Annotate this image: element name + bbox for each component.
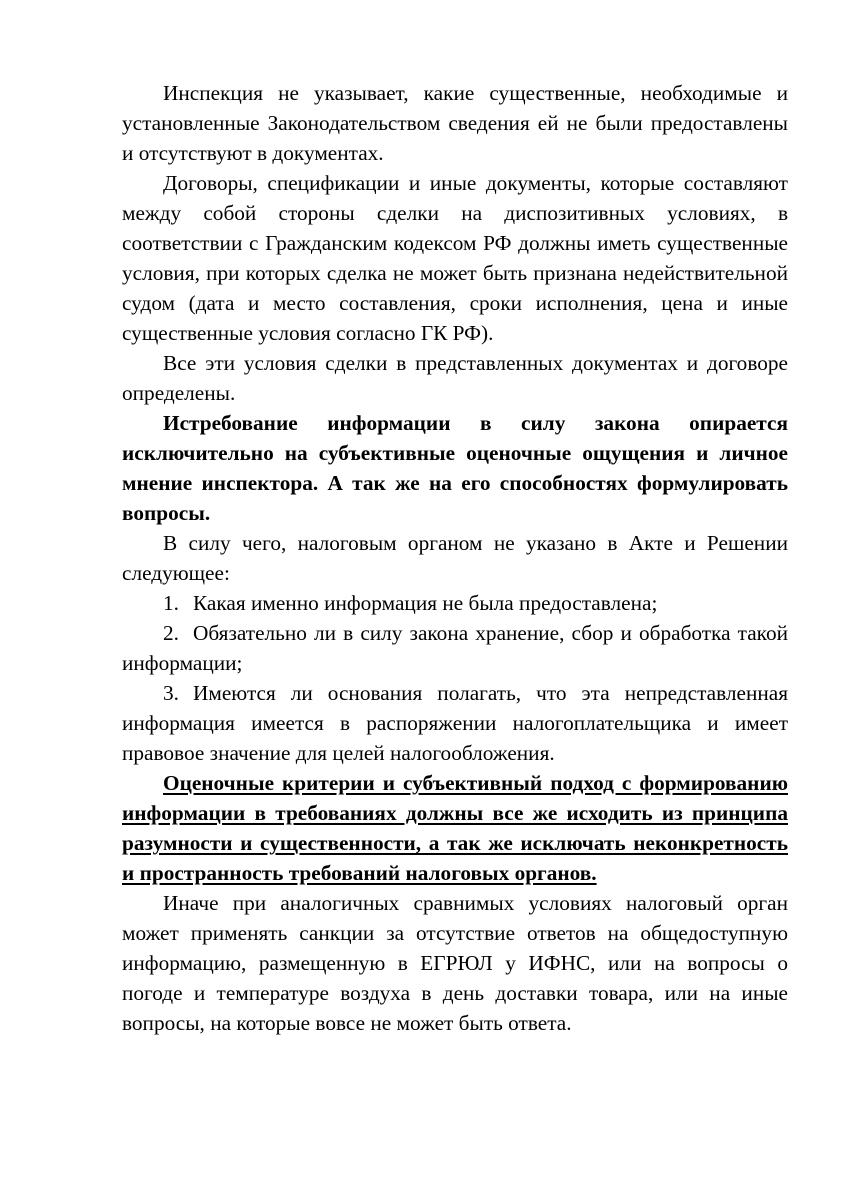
list-text: Какая именно информация не была предоставлена; <box>193 591 658 615</box>
document-page <box>122 78 788 1038</box>
paragraph-conditions-defined: Все эти условия сделки в представленных документах и договоре определены. <box>122 351 788 405</box>
list-text: Имеются ли основания полагать, что эта непредставленная информация имеется в распоряжении налогоплательщика и имеет правовое значение для целей налогообложения. <box>122 681 788 765</box>
paragraph-contracts: Договоры, спецификации и иные документы, которые составляют между собой стороны сделки на диспозитивных условиях, в соответствии с Гражданским кодексом РФ должны иметь существенные условия, при которых сделка не может быть признана недействительной судом (дата и место составления, сроки исполнения, цена и иные существенные условия согласно ГК РФ). <box>122 171 788 345</box>
paragraph-otherwise: Иначе при аналогичных сравнимых условиях налоговый орган может применять санкции за отсутствие ответов на общедоступную информацию, размещенную в ЕГРЮЛ у ИФНС, или на вопросы о погоде и температуре воздуха в день доставки товара, или на иные вопросы, на которые вовсе не может быть ответа. <box>122 891 788 1035</box>
paragraph-inspection-not-specified: Инспекция не указывает, какие существенные, необходимые и установленные Законодательством сведения ей не были предоставлены и отсутствуют в документах. <box>122 81 788 165</box>
list-number: 3. <box>163 681 179 705</box>
list-text: Обязательно ли в силу закона хранение, сбор и обработка такой информации; <box>122 621 788 675</box>
list-item <box>122 678 788 768</box>
list-item <box>122 588 788 618</box>
list-number: 2. <box>163 621 179 645</box>
paragraph-bold-underlined-criteria <box>122 768 788 888</box>
paragraph-therefore: В силу чего, налоговым органом не указано в Акте и Решении следующее: <box>122 531 788 585</box>
list-number: 1. <box>163 591 179 615</box>
paragraph-bold-request-information: Истребование информации в силу закона опирается исключительно на субъективные оценочные ощущения и личное мнение инспектора. А так же на его способностях формулировать вопросы. <box>122 411 788 525</box>
list-item <box>122 618 788 678</box>
criteria-text: Оценочные критерии и субъективный подход с формированию информации в требованиях должны все же исходить из принципа разумности и существенности, а так же исключать неконкретность и пространность требований налоговых органов. <box>122 771 788 885</box>
